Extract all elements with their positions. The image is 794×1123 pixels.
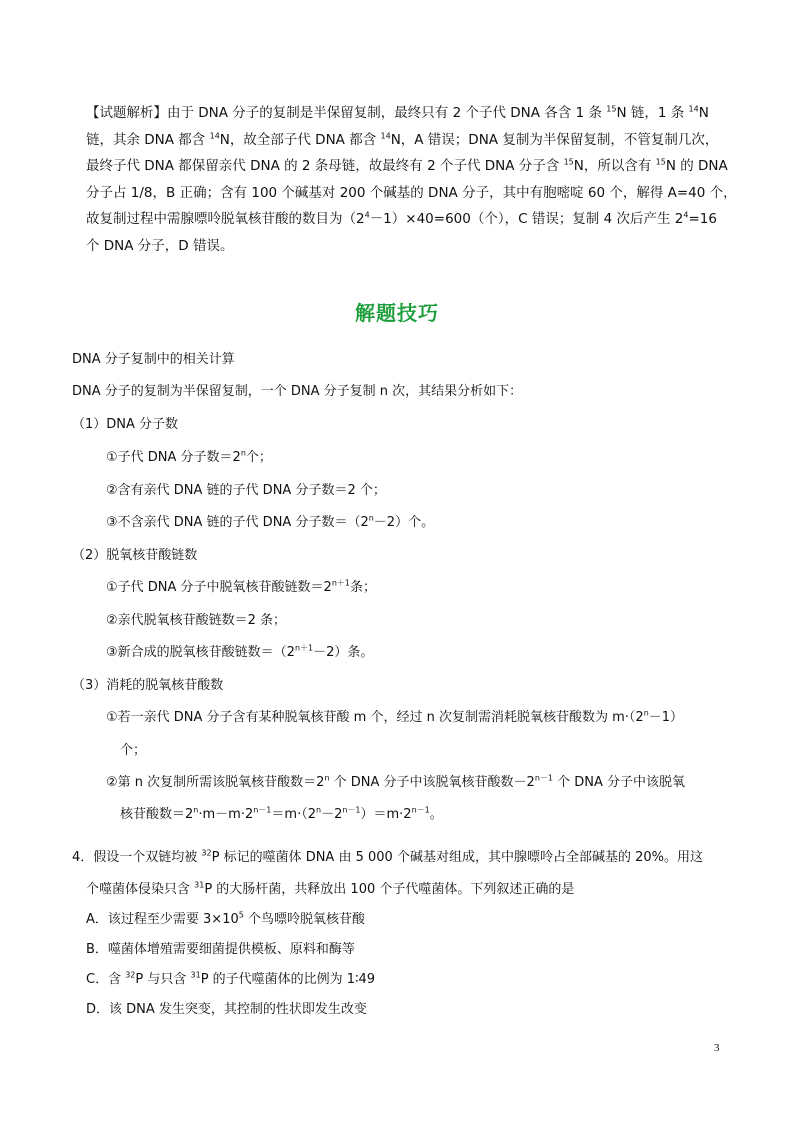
text-run: C．含 — [86, 972, 126, 987]
text-run: DNA 分子复制中的相关计算 — [72, 352, 235, 367]
analysis-line — [86, 206, 716, 233]
text-run: ①子代 DNA 分子中脱氧核苷酸链数＝2 — [106, 580, 332, 595]
tips-line — [106, 706, 683, 725]
superscript: 15 — [606, 104, 617, 114]
text-run: －2）条。 — [313, 645, 374, 660]
tips-line — [106, 446, 272, 465]
tips-line — [72, 544, 197, 563]
tips-line — [120, 739, 146, 758]
text-run: N 的 DNA — [665, 158, 728, 175]
text-run: B．噬菌体增殖需要细菌提供模板、原料和酶等 — [86, 942, 355, 957]
tips-line — [106, 641, 373, 660]
superscript: 31 — [190, 970, 201, 980]
text-run: 4．假设一个双链均被 — [72, 850, 202, 865]
superscript: 4 — [364, 210, 370, 220]
superscript: n — [324, 773, 330, 783]
text-run: ②含有亲代 DNA 链的子代 DNA 分子数＝2 个； — [106, 483, 386, 498]
superscript: n－1 — [411, 805, 430, 815]
text-run: 链，其余 DNA 都含 — [86, 131, 210, 148]
text-run: 个噬菌体侵染只含 — [86, 882, 195, 897]
superscript: n－1 — [534, 773, 553, 783]
tips-line — [72, 413, 178, 432]
text-run: DNA 分子的复制为半保留复制，一个 DNA 分子复制 n 次，其结果分析如下： — [72, 384, 523, 399]
text-run: A．该过程至少需要 3×10 — [86, 912, 239, 927]
text-run: 个 DNA 分子，D 错误。 — [86, 237, 234, 254]
superscript: n＋1 — [294, 643, 314, 653]
text-run: ＝m·（2 — [271, 807, 316, 822]
text-run: ③不含亲代 DNA 链的子代 DNA 分子数＝（2 — [106, 515, 369, 530]
text-run: ①子代 DNA 分子数＝2 — [106, 450, 241, 465]
superscript: 4 — [683, 210, 689, 220]
question-stem — [72, 846, 703, 865]
analysis-line — [86, 233, 716, 260]
text-run: 个鸟嘌呤脱氧核苷酸 — [243, 912, 365, 927]
analysis-paragraph — [86, 100, 737, 260]
text-run: ·m－m·2 — [198, 807, 254, 822]
text-run: 个； — [120, 743, 147, 758]
option-d — [86, 998, 367, 1017]
text-run: P 的大肠杆菌，共释放出 100 个子代噬菌体。下列叙述正确的是 — [204, 882, 575, 897]
text-run: P 标记的噬菌体 DNA 由 5 000 个碱基对组成，其中腺嘌呤占全部碱基的 20%。用这 — [211, 850, 703, 865]
text-run: N，所以含有 — [573, 158, 656, 175]
analysis-line — [86, 153, 728, 180]
text-run: D．该 DNA 发生突变，其控制的性状即发生改变 — [86, 1002, 367, 1017]
text-run: （1）DNA 分子数 — [72, 417, 179, 432]
superscript: n — [193, 805, 199, 815]
option-c — [86, 968, 375, 987]
tips-line — [106, 576, 376, 595]
tips-line — [106, 609, 286, 628]
tips-line — [120, 803, 443, 822]
text-run: =16 — [688, 211, 717, 228]
text-run: （3）消耗的脱氧核苷酸数 — [72, 678, 224, 693]
text-run: 条； — [350, 580, 377, 595]
text-run: N 链，1 条 — [616, 105, 689, 121]
text-run: P 的子代噬菌体的比例为 1∶49 — [200, 972, 376, 987]
text-run: 分子占 1/8，B 正确；含有 100 个碱基对 200 个碱基的 DNA 分子，其中有胞嘧啶 60 个，解得 A=40 个， — [86, 184, 737, 201]
option-a — [86, 908, 365, 927]
superscript: n — [643, 708, 649, 718]
text-run: 【试题解析】由于 DNA 分子的复制是半保留复制，最终只有 2 个子代 DNA 各含 1 条 — [86, 105, 607, 121]
tips-heading: 解题技巧 — [355, 301, 439, 325]
text-run: ）＝m·2 — [360, 807, 412, 822]
text-run: ②亲代脱氧核苷酸链数＝2 条； — [106, 613, 287, 628]
superscript: 14 — [688, 104, 699, 114]
text-run: －2 — [321, 807, 343, 822]
option-b — [86, 938, 355, 957]
question-stem — [86, 878, 574, 897]
text-run: 。 — [429, 807, 443, 822]
tips-line — [72, 674, 223, 693]
text-run: －1） — [648, 710, 684, 725]
superscript: 31 — [194, 880, 205, 890]
superscript: 32 — [201, 848, 212, 858]
text-run: N，故全部子代 DNA 都含 — [219, 131, 381, 148]
analysis-line — [86, 100, 716, 127]
tips-line — [106, 479, 386, 498]
text-run: 核苷酸数＝2 — [120, 807, 194, 822]
text-run: －1）×40=600（个），C 错误；复制 4 次后产生 2 — [369, 211, 684, 228]
superscript: n — [240, 448, 246, 458]
superscript: 15 — [563, 157, 574, 167]
text-run: ②第 n 次复制所需该脱氧核苷酸数＝2 — [106, 775, 325, 790]
text-run: －2）个。 — [373, 515, 435, 530]
analysis-line — [86, 180, 737, 207]
superscript: 5 — [238, 910, 244, 920]
text-run: 个； — [245, 450, 272, 465]
text-run: ③新合成的脱氧核苷酸链数＝（2 — [106, 645, 295, 660]
superscript: 32 — [125, 970, 136, 980]
superscript: n－1 — [342, 805, 361, 815]
superscript: 14 — [209, 131, 220, 141]
superscript: n＋1 — [331, 578, 350, 588]
text-run: 故复制过程中需腺嘌呤脱氧核苷酸的数目为（2 — [86, 211, 365, 228]
text-run: N，A 错误；DNA 复制为半保留复制，不管复制几次， — [390, 131, 719, 148]
text-run: ①若一亲代 DNA 分子含有某种脱氧核苷酸 m 个，经过 n 次复制需消耗脱氧核苷酸数为 m·（2 — [106, 710, 644, 725]
text-run: 个 DNA 分子中该脱氧 — [552, 775, 686, 790]
analysis-line — [86, 127, 719, 154]
tips-line — [72, 380, 522, 399]
text-run: 最终子代 DNA 都保留亲代 DNA 的 2 条母链，故最终有 2 个子代 DNA 分子含 — [86, 158, 564, 175]
text-run: 个 DNA 分子中该脱氧核苷酸数－2 — [329, 775, 535, 790]
text-run: P 与只含 — [135, 972, 191, 987]
tips-line — [106, 511, 434, 530]
superscript: n－1 — [253, 805, 272, 815]
page-number: 3 — [714, 1042, 720, 1054]
text-run: （2）脱氧核苷酸链数 — [72, 548, 198, 563]
superscript: 15 — [655, 157, 666, 167]
superscript: n — [315, 805, 322, 815]
superscript: 14 — [380, 131, 391, 141]
superscript: n — [368, 513, 374, 523]
tips-line — [72, 348, 235, 367]
text-run: N — [698, 105, 709, 121]
tips-line — [106, 771, 685, 790]
